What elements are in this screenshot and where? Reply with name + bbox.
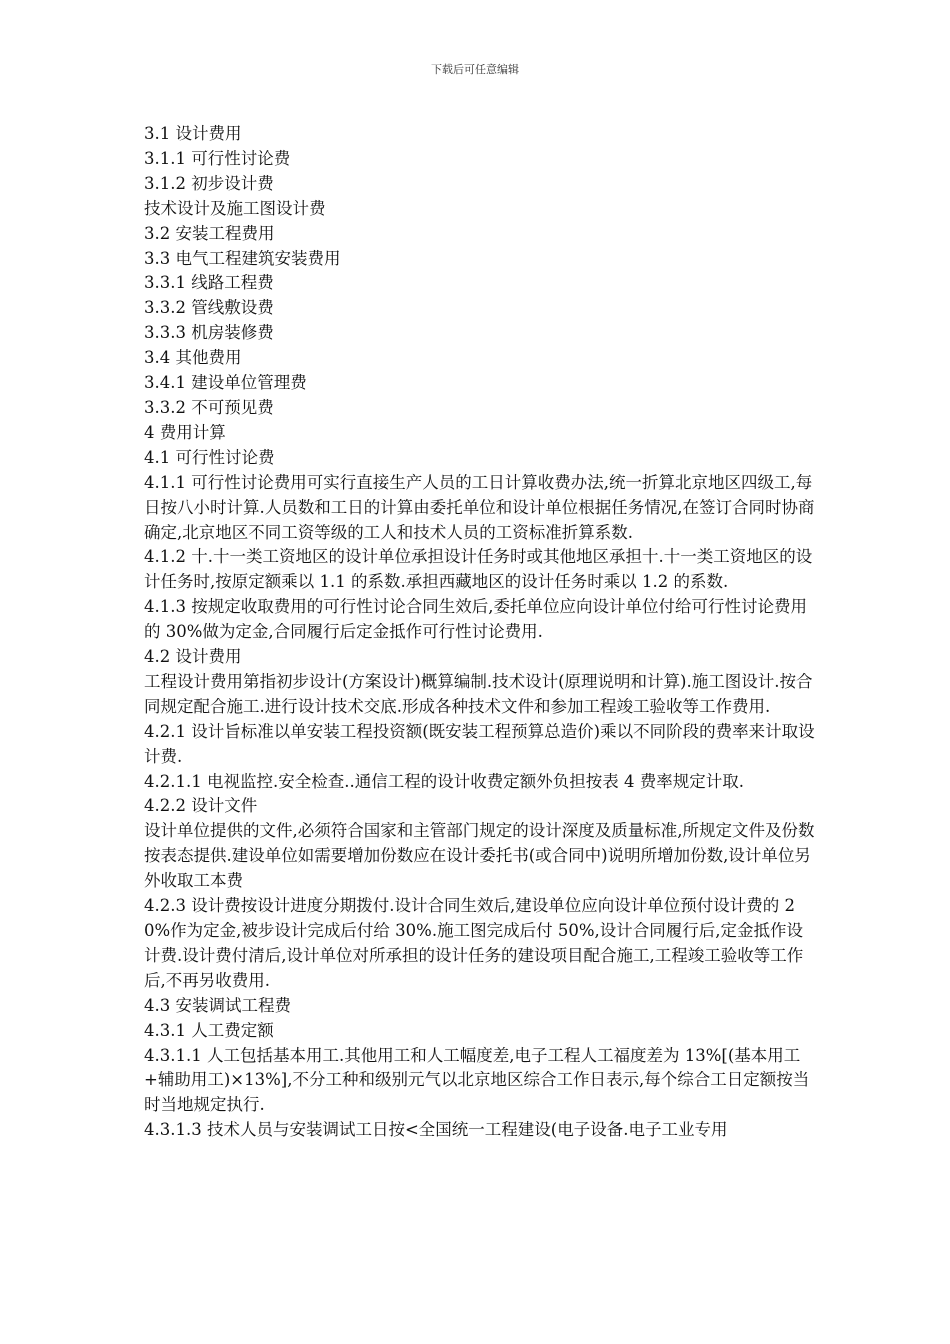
heading-4: 4 费用计算 <box>144 422 226 442</box>
heading-3-1-2: 3.1.2 初步设计费 <box>144 173 274 193</box>
paragraph-4-3-1-1: 4.3.1.1 人工包括基本用工.其他用工和人工幅度差,电子工程人工福度差为 13%[(基本用工+辅助用工)×13%],不分工种和级别元气以北京地区综合工作日表示,每个综合工日定额按当时当地规定执行. <box>144 1045 810 1115</box>
paragraph-4-2-1: 4.2.1 设计旨标准以单安装工程投资额(既安装工程预算总造价)乘以不同阶段的费率来计取设计费. <box>144 721 815 766</box>
heading-3-3-2-b: 3.3.2 不可预见费 <box>144 397 274 417</box>
paragraph-4-2-1-1: 4.2.1.1 电视监控.安全检查..通信工程的设计收费定额外负担按表 4 费率规定计取. <box>144 771 744 791</box>
heading-3-1: 3.1 设计费用 <box>144 124 242 143</box>
paragraph-4-3-1-3: 4.3.1.3 技术人员与安装调试工日按<全国统一工程建设(电子设备.电子工业专用 <box>144 1120 728 1140</box>
paragraph-design-docs: 设计单位提供的文件,必须符合国家和主管部门规定的设计深度及质量标准,所规定文件及份数按表态提供.建设单位如需要增加份数应在设计委托书(或合同中)说明所增加份数,设计单位另外收取工本费 <box>144 821 815 891</box>
paragraph-design-fee: 工程设计费用第指初步设计(方案设计)概算编制.技术设计(原理说明和计算).施工图设计.按合同规定配合施工.进行设计技术交底.形成各种技术文件和参加工程竣工验收等工作费用. <box>144 671 813 716</box>
heading-4-3-1: 4.3.1 人工费定额 <box>144 1020 274 1040</box>
heading-4-2: 4.2 设计费用 <box>144 647 242 667</box>
document-body <box>144 122 816 1143</box>
heading-3-4: 3.4 其他费用 <box>144 348 242 368</box>
heading-3-2: 3.2 安装工程费用 <box>144 223 275 243</box>
heading-4-1: 4.1 可行性讨论费 <box>144 447 275 467</box>
heading-3-3-1: 3.3.1 线路工程费 <box>144 273 274 293</box>
paragraph-4-1-2: 4.1.2 十.十一类工资地区的设计单位承担设计任务时或其他地区承担十.十一类工资地区的设计任务时,按原定额乘以 1.1 的系数.承担西藏地区的设计任务时乘以 1.2 的系数. <box>144 547 813 592</box>
page-header: 下载后可任意编辑 <box>431 63 519 76</box>
text-line: 技术设计及施工图设计费 <box>144 198 326 218</box>
heading-3-4-1: 3.4.1 建设单位管理费 <box>144 373 307 393</box>
heading-4-3: 4.3 安装调试工程费 <box>144 995 291 1015</box>
heading-3-3-3: 3.3.3 机房装修费 <box>144 323 274 343</box>
heading-3-3: 3.3 电气工程建筑安装费用 <box>144 248 341 268</box>
paragraph-4-2-3: 4.2.3 设计费按设计进度分期拨付.设计合同生效后,建设单位应向设计单位预付设计费的 20%作为定金,被步设计完成后付给 30%.施工图完成后付 50%,设计合同履行后,定金抵作设计费.设计费付清后,设计单位对所承担的设计任务的建设项目配合施工,工程竣工验收等工作后,不再另收费用. <box>144 896 804 990</box>
paragraph-4-1-1: 4.1.1 可行性讨论费用可实行直接生产人员的工日计算收费办法,统一折算北京地区四级工,每日按八小时计算.人员数和工日的计算由委托单位和设计单位根据任务情况,在签订合同时协商确定,北京地区不同工资等级的工人和技术人员的工资标准折算系数. <box>144 472 815 542</box>
paragraph-4-1-3: 4.1.3 按规定收取费用的可行性讨论合同生效后,委托单位应向设计单位付给可行性讨论费用的 30%做为定金,合同履行后定金抵作可行性讨论费用. <box>144 597 807 642</box>
heading-3-1-1: 3.1.1 可行性讨论费 <box>144 148 291 168</box>
heading-3-3-2: 3.3.2 管线敷设费 <box>144 298 274 318</box>
heading-4-2-2: 4.2.2 设计文件 <box>144 796 258 816</box>
